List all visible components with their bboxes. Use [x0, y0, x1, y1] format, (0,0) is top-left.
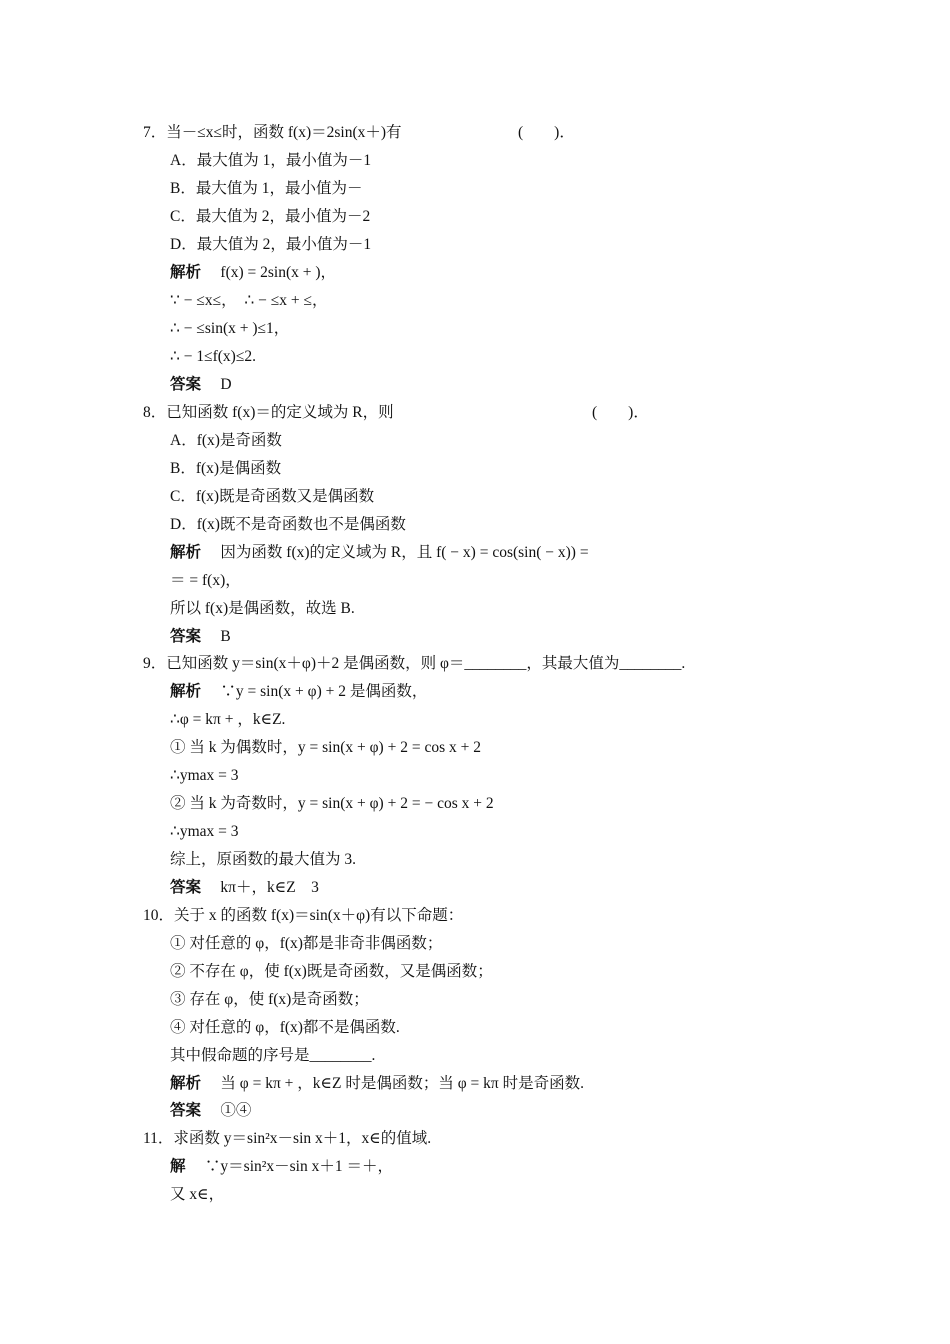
q7-answer: 答案 D [170, 376, 232, 393]
q8-option-a: A．f(x)是奇函数 [170, 432, 282, 449]
q7-option-a: A．最大值为 1，最小值为－1 [170, 152, 372, 169]
q9-analysis-line: ∴φ = kπ + ，k∈Z. [170, 711, 286, 728]
q11-solution-line: 又 x∈， [170, 1186, 225, 1203]
q8-analysis-line: 所以 f(x)是偶函数，故选 B. [170, 600, 355, 617]
question-10-stem: 10．关于 x 的函数 f(x)＝sin(x＋φ)有以下命题： [143, 907, 464, 924]
q10-statement-3: ③ 存在 φ，使 f(x)是奇函数； [170, 991, 369, 1008]
question-7-answer-parens: ( )． [518, 124, 575, 141]
q11-solution: 解 ∵y＝sin²x－sin x＋1 ＝＋， [170, 1158, 393, 1175]
q7-analysis: 解析 f(x) = 2sin(x + )， [170, 264, 337, 281]
q10-statement-2: ② 不存在 φ，使 f(x)既是奇函数，又是偶函数； [170, 963, 493, 980]
q8-option-d: D．f(x)既不是奇函数也不是偶函数 [170, 516, 406, 533]
question-8-stem: 8．已知函数 f(x)＝的定义域为 R，则 [143, 404, 394, 421]
q7-option-d: D．最大值为 2，最小值为－1 [170, 236, 372, 253]
question-7-stem: 7．当－≤x≤时，函数 f(x)＝2sin(x＋)有 [143, 124, 402, 141]
q10-analysis: 解析 当 φ = kπ + ，k∈Z 时是偶函数；当 φ = kπ 时是奇函数. [170, 1075, 584, 1092]
q7-analysis-line: ∴ − 1≤f(x)≤2. [170, 348, 256, 365]
q7-option-b: B．最大值为 1，最小值为－ [170, 180, 363, 197]
q8-answer: 答案 B [170, 628, 231, 645]
question-8-answer-parens: ( )． [592, 404, 649, 421]
q10-answer: 答案 ①④ [170, 1102, 252, 1119]
q7-analysis-line: ∵ − ≤x≤， ∴ − ≤x + ≤， [170, 292, 328, 309]
q8-analysis-line: ＝ = f(x)， [170, 572, 241, 589]
q9-analysis-line: ∴ymax = 3 [170, 823, 239, 840]
q7-analysis-line: ∴ − ≤sin(x + )≤1， [170, 320, 290, 337]
q9-analysis-line: 综上，原函数的最大值为 3. [170, 851, 357, 868]
q9-analysis-line: ① 当 k 为偶数时，y = sin(x + φ) + 2 = cos x + 2 [170, 739, 481, 756]
q8-option-b: B．f(x)是偶函数 [170, 460, 282, 477]
q10-statement-1: ① 对任意的 φ，f(x)都是非奇非偶函数； [170, 935, 443, 952]
q9-analysis: 解析 ∵y = sin(x + φ) + 2 是偶函数， [170, 683, 428, 700]
question-9-stem: 9．已知函数 y＝sin(x＋φ)＋2 是偶函数，则 φ＝________，其最大值为________. [143, 655, 686, 672]
q10-question: 其中假命题的序号是________. [170, 1047, 376, 1064]
q7-option-c: C．最大值为 2，最小值为－2 [170, 208, 371, 225]
q10-statement-4: ④ 对任意的 φ，f(x)都不是偶函数. [170, 1019, 400, 1036]
q9-answer: 答案 kπ＋，k∈Z 3 [170, 879, 319, 896]
q8-option-c: C．f(x)既是奇函数又是偶函数 [170, 488, 375, 505]
q9-analysis-line: ② 当 k 为奇数时，y = sin(x + φ) + 2 = − cos x + 2 [170, 795, 494, 812]
q9-analysis-line: ∴ymax = 3 [170, 767, 239, 784]
question-11-stem: 11．求函数 y＝sin²x－sin x＋1，x∈的值域. [143, 1130, 432, 1147]
q8-analysis: 解析 因为函数 f(x)的定义域为 R，且 f( − x) = cos(sin( − x)) = [170, 544, 589, 561]
